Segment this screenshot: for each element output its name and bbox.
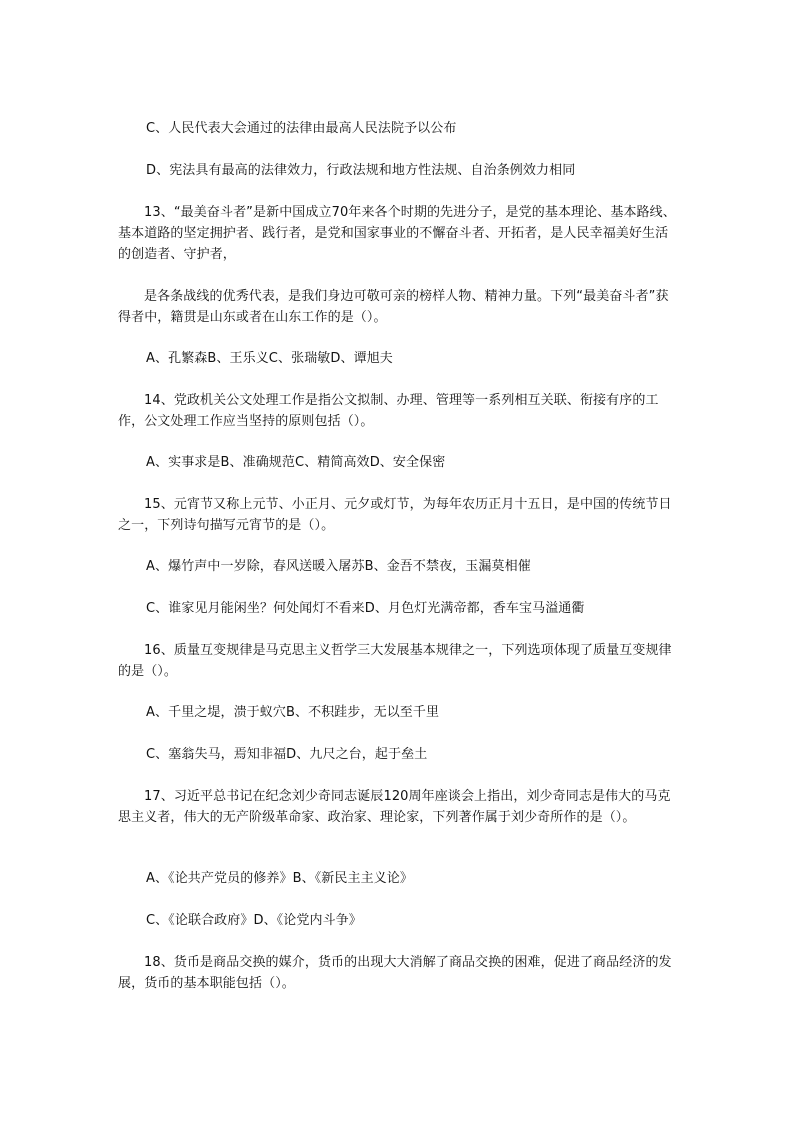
question-15: 15、元宵节又称上元节、小正月、元夕或灯节，为每年农历正月十五日，是中国的传统节日之一，下列诗句描写元宵节的是（）。 (118, 497, 672, 533)
options-q16-ab: A、千里之堤，溃于蚁穴B、不积跬步，无以至千里 (146, 705, 440, 720)
options-q16-cd: C、塞翁失马，焉知非福D、九尺之台，起于垒土 (146, 747, 428, 762)
options-q15-ab: A、爆竹声中一岁除，春风送暖入屠苏B、金吾不禁夜，玉漏莫相催 (146, 559, 531, 574)
option-d-q12: D、宪法具有最高的法律效力，行政法规和地方性法规、自治条例效力相同 (146, 163, 576, 178)
question-13-continued: 是各条战线的优秀代表，是我们身边可敬可亲的榜样人物、精神力量。下列“最美奋斗者”获得者中，籍贯是山东或者在山东工作的是（）。 (118, 289, 669, 325)
options-q17-cd: C、《论联合政府》D、《论党内斗争》 (146, 913, 362, 928)
question-17: 17、习近平总书记在纪念刘少奇同志诞辰120周年座谈会上指出，刘少奇同志是伟大的马克思主义者，伟大的无产阶级革命家、政治家、理论家，下列著作属于刘少奇所作的是（）。 (118, 789, 671, 825)
options-q15-cd: C、谁家见月能闲坐？何处闻灯不看来D、月色灯光满帝都，香车宝马溢通衢 (146, 601, 585, 616)
question-18: 18、货币是商品交换的媒介，货币的出现大大消解了商品交换的困难，促进了商品经济的发展，货币的基本职能包括（）。 (118, 955, 672, 991)
question-16: 16、质量互变规律是马克思主义哲学三大发展基本规律之一，下列选项体现了质量互变规律的是（）。 (118, 643, 672, 679)
question-14: 14、党政机关公文处理工作是指公文拟制、办理、管理等一系列相互关联、衔接有序的工作，公文处理工作应当坚持的原则包括（）。 (118, 393, 659, 429)
question-13: 13、“最美奋斗者”是新中国成立70年来各个时期的先进分子，是党的基本理论、基本路线、基本道路的坚定拥护者、践行者，是党和国家事业的不懈奋斗者、开拓者，是人民幸福美好生活的创造者、守护者， (118, 205, 676, 262)
options-q13: A、孔繁森B、王乐义C、张瑞敏D、谭旭夫 (146, 351, 393, 366)
options-q17-ab: A、《论共产党员的修养》B、《新民主主义论》 (146, 871, 414, 886)
option-c-q12: C、人民代表大会通过的法律由最高人民法院予以公布 (146, 121, 457, 136)
options-q14: A、实事求是B、准确规范C、精简高效D、安全保密 (146, 455, 446, 470)
